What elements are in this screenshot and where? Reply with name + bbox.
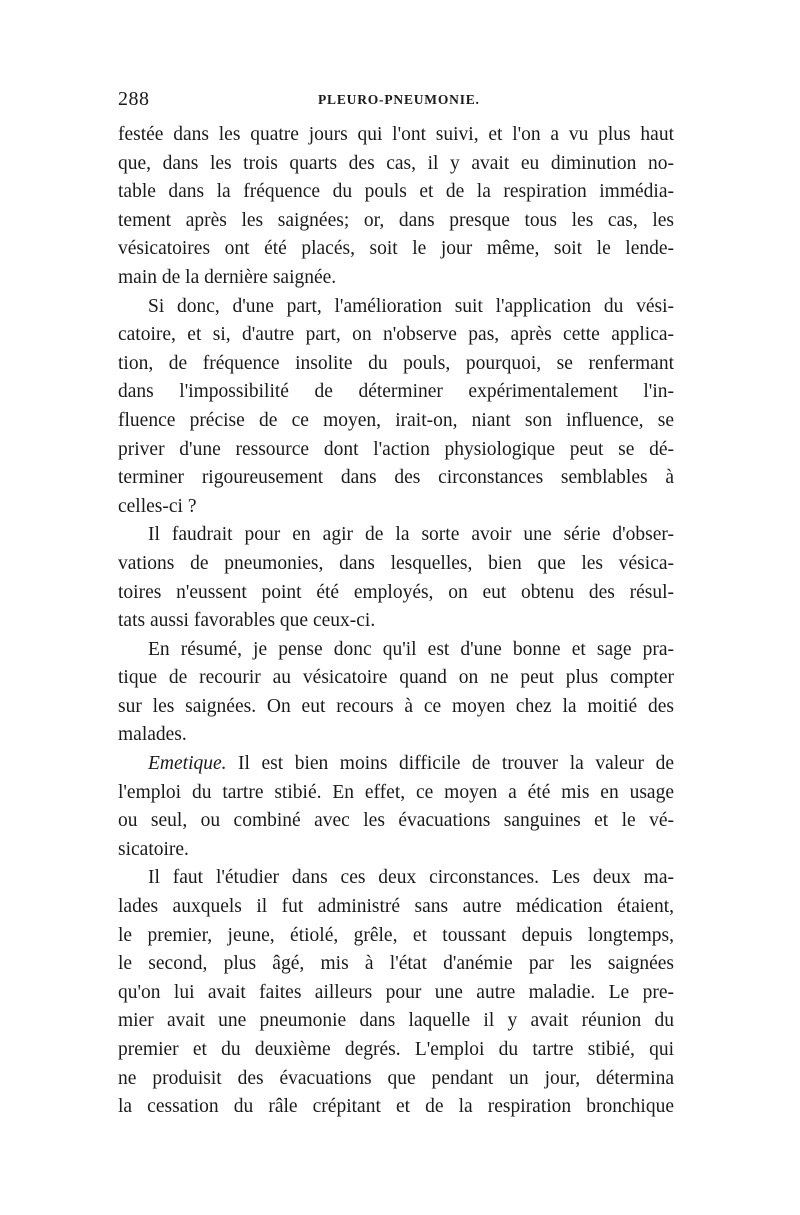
text-line: festée dans les quatre jours qui l'ont suivi, et l'on a vu plus haut	[118, 124, 674, 145]
text-line: dans l'impossibilité de déterminer expérimentalement l'in-	[118, 381, 674, 403]
text-line: priver d'une ressource dont l'action physiologique peut se dé-	[118, 438, 674, 460]
page-number: 288	[118, 88, 150, 110]
text-line: catoire, et si, d'autre part, on n'observe pas, après cette applica-	[118, 324, 674, 346]
text-line: vations de pneumonies, dans lesquelles, bien que les vésica-	[118, 552, 674, 574]
running-title: PLEURO-PNEUMONIE.	[318, 92, 480, 107]
text-line: malades.	[118, 724, 187, 746]
text-line: toires n'eussent point été employés, on eut obtenu des résul-	[118, 581, 674, 603]
text-line: le premier, jeune, étiolé, grêle, et toussant depuis longtemps,	[118, 924, 674, 946]
text-line: ou seul, ou combiné avec les évacuations sanguines et le vé-	[118, 810, 674, 832]
text-line: fluence précise de ce moyen, irait-on, niant son influence, se	[118, 409, 674, 431]
paragraph-start-line: Si donc, d'une part, l'amélioration suit l'application du vési-	[148, 295, 674, 317]
paragraph-start-line: En résumé, je pense donc qu'il est d'une bonne et sage pra-	[148, 638, 674, 660]
text-line: premier et du deuxième degrés. L'emploi du tartre stibié, qui	[118, 1039, 674, 1060]
section-heading-emetique: Emetique.	[148, 753, 227, 775]
page-header	[118, 88, 674, 112]
text-line: table dans la fréquence du pouls et de la respiration immédia-	[118, 181, 674, 203]
text-fragment: Il est bien moins difficile de trouver la valeur de	[226, 753, 674, 775]
body-text	[118, 121, 674, 1122]
paragraph-start-line: Il faut l'étudier dans ces deux circonstances. Les deux ma-	[148, 867, 674, 889]
paragraph-start-line	[118, 750, 674, 779]
text-line: tats aussi favorables que ceux-ci.	[118, 610, 376, 632]
text-line: tion, de fréquence insolite du pouls, pourquoi, se renfermant	[118, 352, 674, 374]
text-line: ne produisit des évacuations que pendant un jour, détermina	[118, 1067, 674, 1089]
text-line: qu'on lui avait faites ailleurs pour une autre maladie. Le pre-	[118, 981, 674, 1003]
text-line: l'emploi du tartre stibié. En effet, ce moyen a été mis en usage	[118, 781, 674, 803]
text-line: lades auxquels il fut administré sans autre médication étaient,	[118, 896, 674, 918]
text-line: terminer rigoureusement dans des circonstances semblables à	[118, 467, 674, 489]
text-line: vésicatoires ont été placés, soit le jour même, soit le lende-	[118, 238, 674, 260]
text-line: le second, plus âgé, mis à l'état d'anémie par les saignées	[118, 953, 674, 975]
text-line: sicatoire.	[118, 838, 189, 860]
text-line: tement après les saignées; or, dans presque tous les cas, les	[118, 209, 674, 231]
paragraph-start-line: Il faudrait pour en agir de la sorte avoir une série d'obser-	[148, 524, 674, 546]
text-line: que, dans les trois quarts des cas, il y avait eu diminution no-	[118, 152, 674, 174]
text-line: main de la dernière saignée.	[118, 266, 337, 288]
text-line: sur les saignées. On eut recours à ce moyen chez la moitié des	[118, 695, 674, 717]
text-line: la cessation du râle crépitant et de la respiration bronchique	[118, 1096, 674, 1118]
text-line: mier avait une pneumonie dans laquelle il y avait réunion du	[118, 1010, 674, 1032]
text-line: celles-ci ?	[118, 495, 197, 517]
text-line: tique de recourir au vésicatoire quand on ne peut plus compter	[118, 667, 674, 689]
